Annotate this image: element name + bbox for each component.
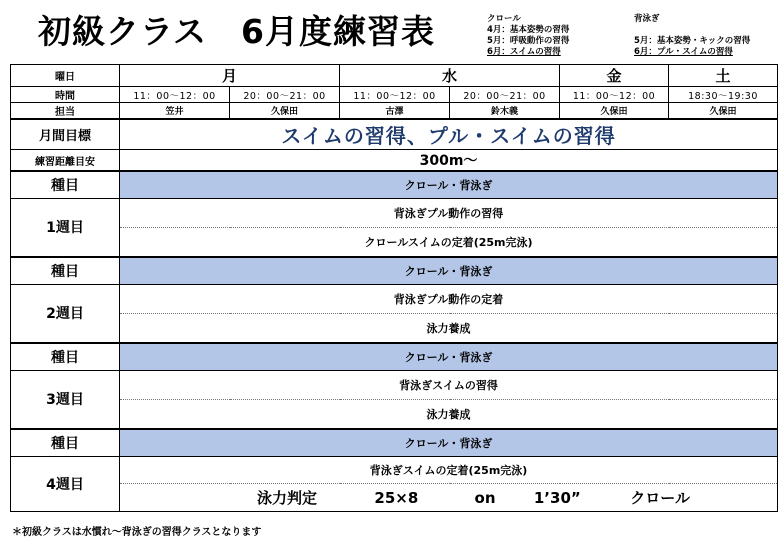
crawl-note-may: 5月：呼吸動作の習得 [487,36,570,46]
crawl-note-june: 6月：スイムの習得 [487,47,561,57]
monthly-goal-row [11,119,778,150]
week4-item-row [11,429,778,456]
practice-schedule-table [10,64,778,512]
week4-line1: 背泳ぎスイムの定着(25m完泳) [120,456,778,483]
time-cell: 18:30〜19:30 [669,87,778,103]
week2-line2-row [11,313,778,343]
time-label: 時間 [11,87,120,103]
back-note-heading: 背泳ぎ [634,14,660,24]
distance-row [11,150,778,172]
crawl-note-heading: クロール [487,14,521,24]
time-cell: 11：00〜12：00 [560,87,669,103]
week1-line2: クロールスイムの定着(25m完泳) [120,227,778,257]
week2-line2: 泳力養成 [120,313,778,343]
time-cell: 11：00〜12：00 [340,87,450,103]
back-note-may: 5月：基本姿勢・キックの習得 [634,36,751,46]
week4-judge-row [11,483,778,511]
day-monday: 月 [120,65,340,87]
back-note-blank [634,25,750,36]
day-friday: 金 [560,65,669,87]
week2-item-row [11,257,778,284]
week3-item-row [11,343,778,370]
time-cell: 11：00〜12：00 [120,87,230,103]
week2-item: クロール・背泳ぎ [120,257,778,284]
week1-line2-row [11,227,778,257]
distance-value: 300m〜 [120,150,778,172]
swim-test-set: 25×8 [374,488,419,507]
time-row [11,87,778,103]
week4-item: クロール・背泳ぎ [120,429,778,456]
item-label: 種目 [11,343,120,370]
week2-line1: 背泳ぎプル動作の定着 [120,284,778,313]
page-title: 初級クラス 6月度練習表 [38,12,435,51]
week3-line2: 泳力養成 [120,399,778,429]
week3-label: 3週目 [11,370,120,429]
swim-test-stroke: クロール [630,488,690,507]
backstroke-goals-note [634,14,750,58]
week3-line1: 背泳ぎスイムの習得 [120,370,778,399]
week1-line1-row [11,198,778,227]
day-wednesday: 水 [340,65,560,87]
back-note-june: 6月：プル・スイムの習得 [634,47,733,57]
time-cell: 20：00〜21：00 [230,87,340,103]
staff-label: 担当 [11,103,120,120]
staff-cell: 久保田 [560,103,669,120]
item-label: 種目 [11,171,120,198]
week2-label: 2週目 [11,284,120,343]
crawl-note-april: 4月：基本姿勢の習得 [487,25,570,35]
swim-test-on: on [474,488,496,507]
swim-test-label: 泳力判定 [257,488,318,507]
day-saturday: 土 [669,65,778,87]
monthly-goal-label: 月間目標 [11,119,120,150]
item-label: 種目 [11,257,120,284]
week4-line1-row [11,456,778,483]
swim-test [120,483,778,511]
weekday-row [11,65,778,87]
time-cell: 20：00〜21：00 [450,87,560,103]
footer-note: ＊初級クラスは水慣れ〜背泳ぎの習得クラスとなります [12,527,262,538]
crawl-goals-note [487,14,569,58]
staff-row [11,103,778,120]
week4-label: 4週目 [11,456,120,511]
staff-cell: 久保田 [230,103,340,120]
week3-item: クロール・背泳ぎ [120,343,778,370]
week1-item-row [11,171,778,198]
staff-cell: 鈴木義 [450,103,560,120]
monthly-goal-value: スイムの習得、プル・スイムの習得 [120,119,778,150]
week3-line1-row [11,370,778,399]
staff-cell: 笠井 [120,103,230,120]
staff-cell: 久保田 [669,103,778,120]
week3-line2-row [11,399,778,429]
item-label: 種目 [11,429,120,456]
week1-item: クロール・背泳ぎ [120,171,778,198]
week1-line1: 背泳ぎプル動作の習得 [120,198,778,227]
weekday-label: 曜日 [11,65,120,87]
distance-label: 練習距離目安 [11,150,120,172]
staff-cell: 古澤 [340,103,450,120]
week2-line1-row [11,284,778,313]
week1-label: 1週目 [11,198,120,257]
swim-test-cycle: 1’30” [533,488,581,507]
